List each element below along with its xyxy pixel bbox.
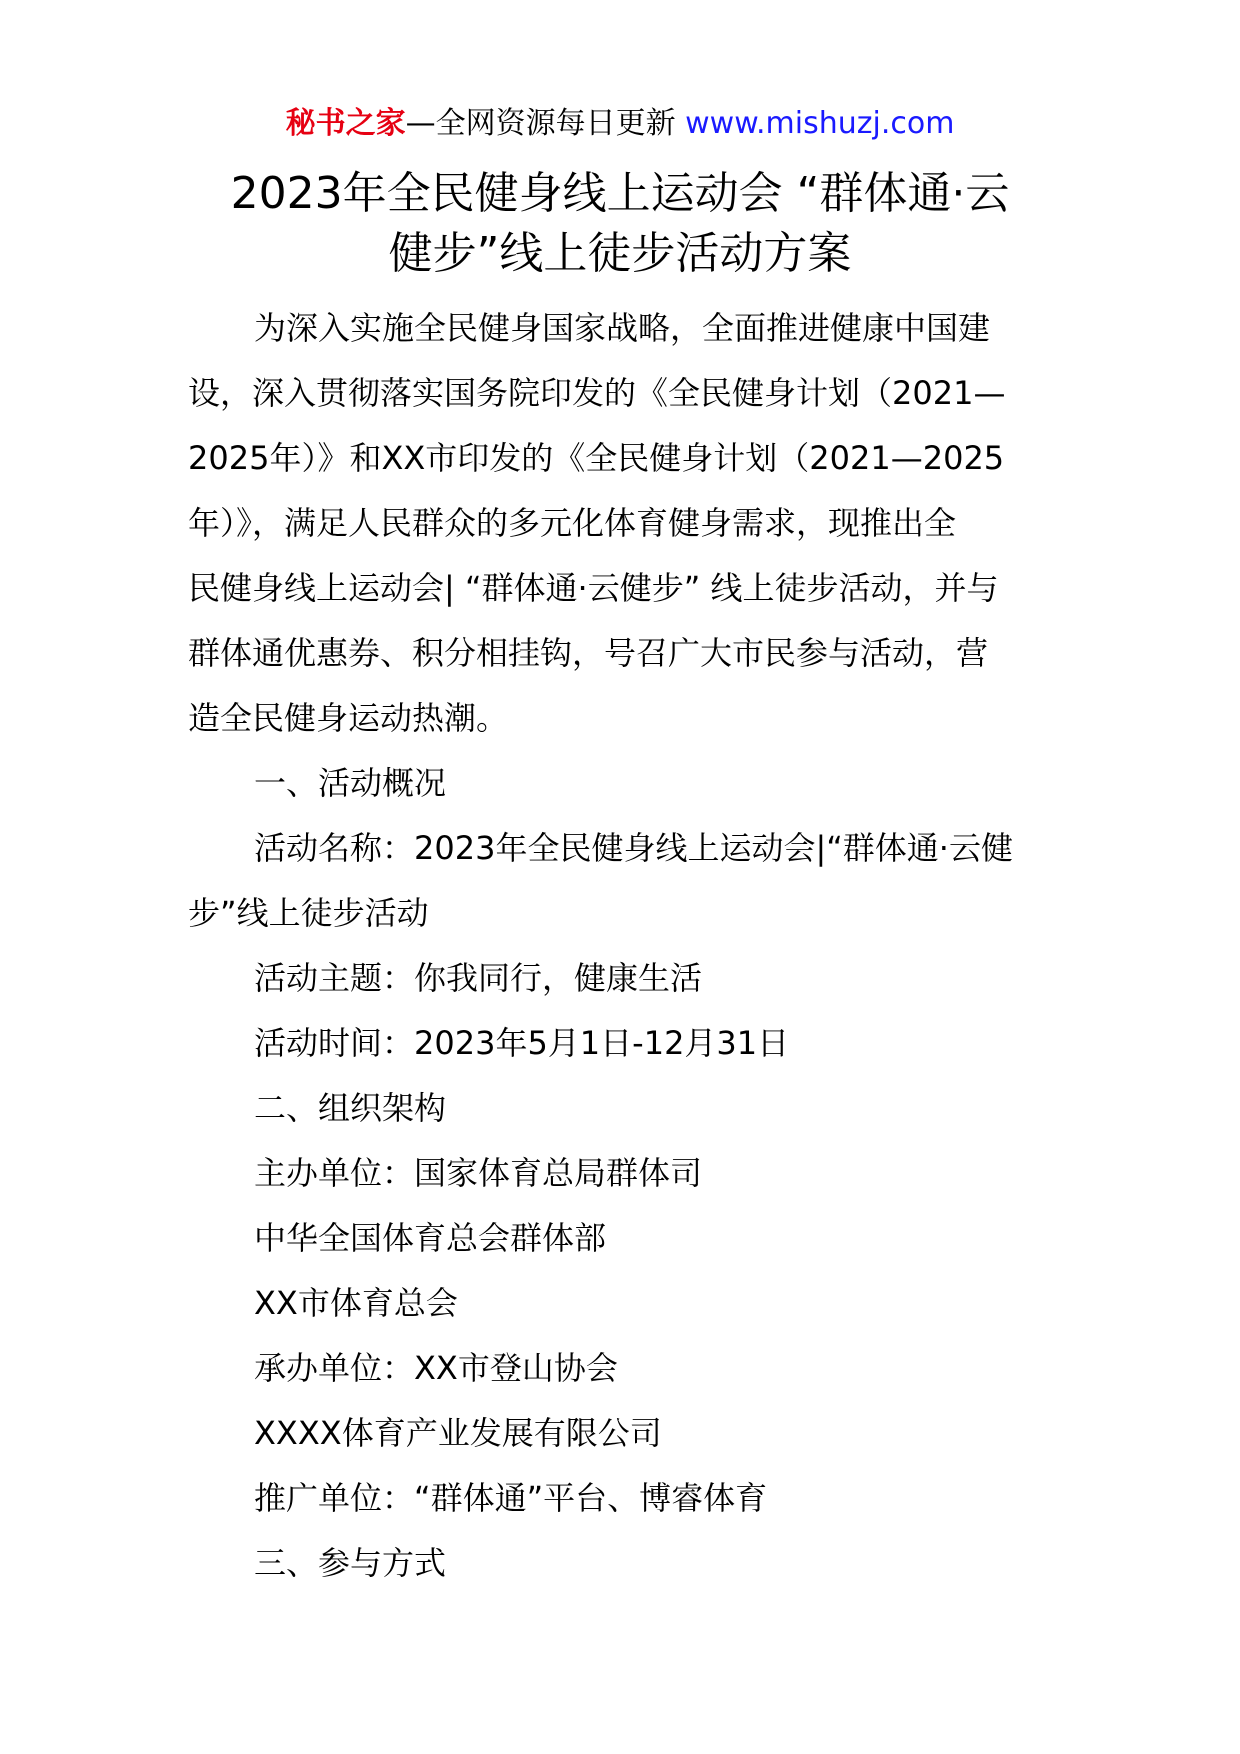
intro-line: 设，深入贯彻落实国务院印发的《全民健身计划（2021—	[188, 374, 1006, 412]
document-title	[180, 164, 1060, 284]
brand-name: 秘书之家	[285, 106, 406, 141]
activity-time: 活动时间：2023年5月1日-12月31日	[254, 1024, 790, 1062]
title-line-2: 健步”线上徒步活动方案	[388, 228, 852, 279]
intro-line: 群体通优惠券、积分相挂钩，号召广大市民参与活动，营	[188, 634, 989, 672]
organizer-unit: XXXX体育产业发展有限公司	[254, 1414, 662, 1452]
intro-line: 2025年）》和XX市印发的《全民健身计划（2021—2025	[188, 439, 1005, 477]
intro-line: 为深入实施全民健身国家战略，全面推进健康中国建	[254, 309, 991, 347]
activity-theme: 活动主题：你我同行，健康生活	[254, 959, 703, 997]
section-heading-overview: 一、活动概况	[254, 764, 447, 802]
promoter-unit: 推广单位：“群体通”平台、博睿体育	[254, 1479, 768, 1517]
site-header	[0, 104, 1240, 144]
document-body	[188, 296, 1048, 1596]
section-heading-participation: 三、参与方式	[254, 1544, 447, 1582]
activity-name-line: 活动名称：2023年全民健身线上运动会|“群体通·云健	[254, 829, 1013, 867]
organizer-unit: 承办单位：XX市登山协会	[254, 1349, 618, 1387]
site-url-link[interactable]: www.mishuzj.com	[685, 106, 955, 141]
header-slogan: —全网资源每日更新	[405, 106, 686, 141]
intro-line: 造全民健身运动热潮。	[188, 699, 509, 737]
title-line-1: 2023年全民健身线上运动会 “群体通·云	[230, 168, 1010, 219]
host-unit: XX市体育总会	[254, 1284, 458, 1322]
intro-line: 民健身线上运动会| “群体通·云健步” 线上徒步活动，并与	[188, 569, 999, 607]
host-unit: 中华全国体育总会群体部	[254, 1219, 607, 1257]
intro-line: 年）》，满足人民群众的多元化体育健身需求，现推出全	[188, 504, 957, 542]
activity-name-line: 步”线上徒步活动	[188, 894, 429, 932]
host-unit: 主办单位：国家体育总局群体司	[254, 1154, 703, 1192]
section-heading-organization: 二、组织架构	[254, 1089, 447, 1127]
